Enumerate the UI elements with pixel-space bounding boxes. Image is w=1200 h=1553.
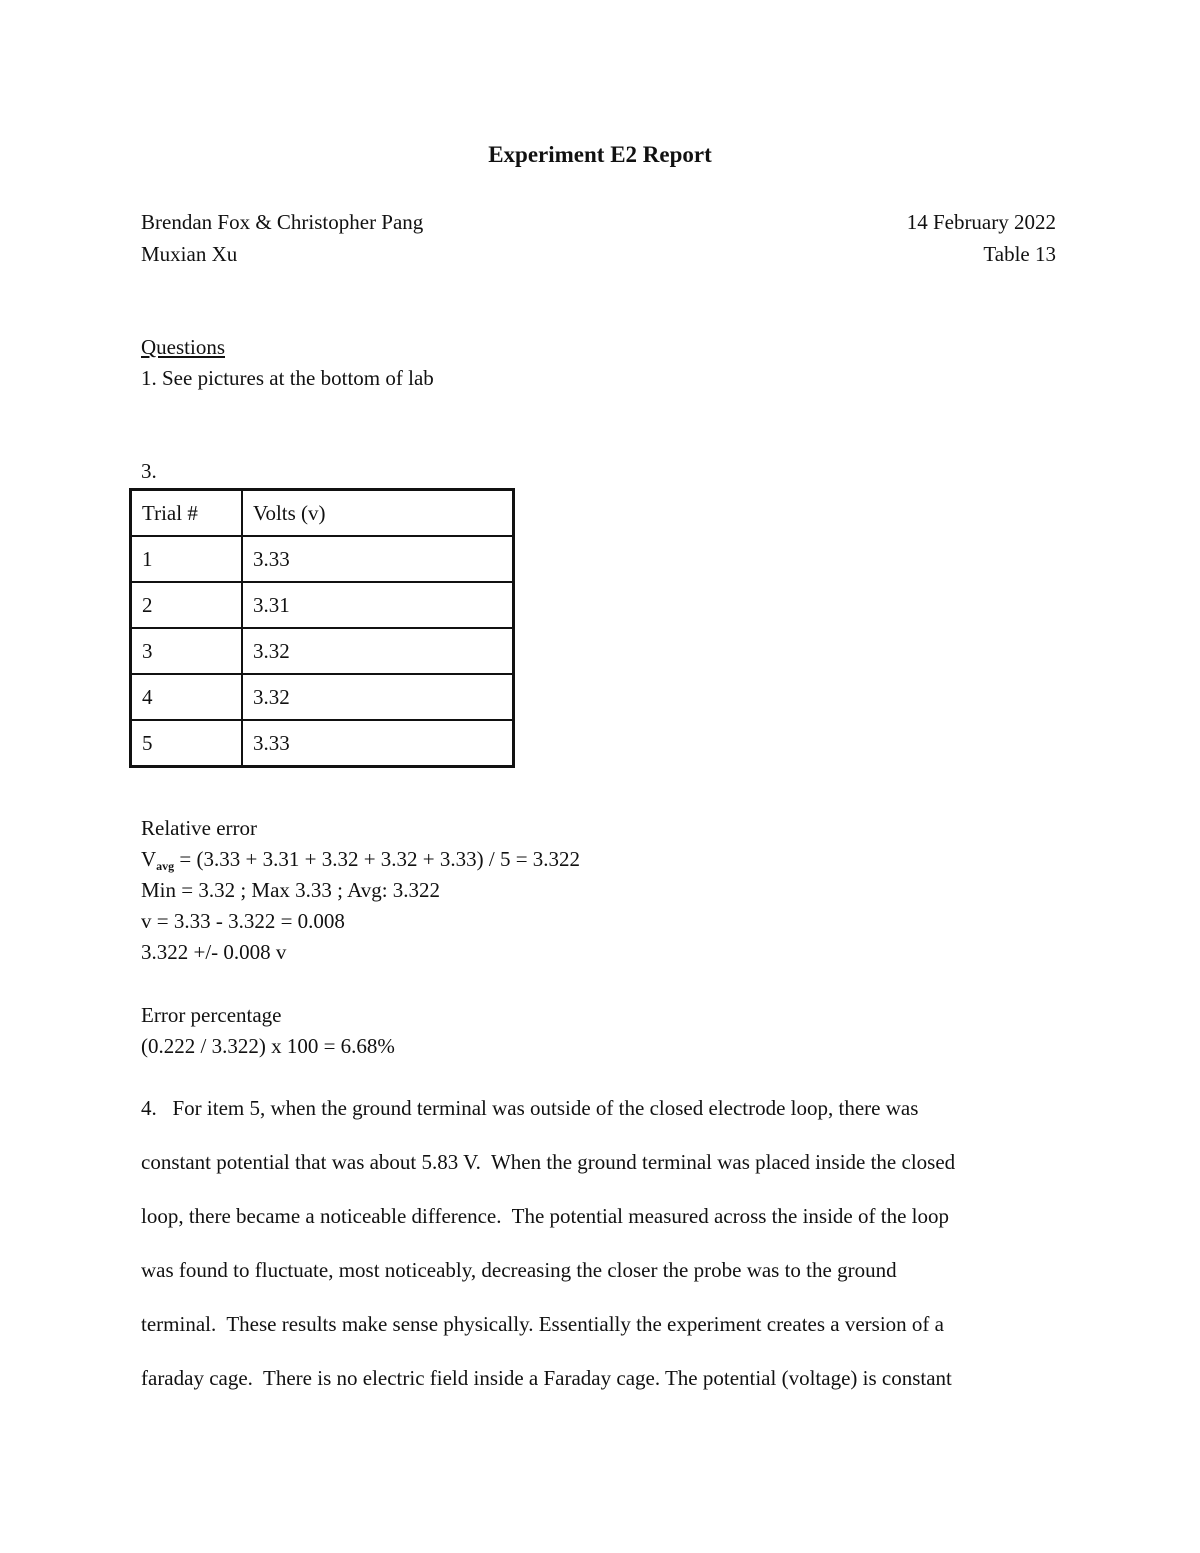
volts-cell: 3.32 (242, 674, 514, 720)
trial-cell: 5 (131, 720, 243, 767)
vavg-equation (141, 845, 580, 880)
error-percentage-heading: Error percentage (141, 1003, 282, 1027)
table-row (131, 582, 514, 628)
volts-cell: 3.33 (242, 536, 514, 582)
question-3-label: 3. (141, 459, 157, 483)
volts-cell: 3.33 (242, 720, 514, 767)
vavg-expression: = (3.33 + 3.31 + 3.32 + 3.32 + 3.33) / 5 = 3.322 (174, 847, 581, 871)
table-row (131, 674, 514, 720)
report-title: Experiment E2 Report (488, 142, 712, 167)
report-date: 14 February 2022 (906, 210, 1056, 234)
trial-cell: 3 (131, 628, 243, 674)
q4-line: terminal. These results make sense physically. Essentially the experiment creates a version of a (141, 1312, 944, 1336)
partner-name: Muxian Xu (141, 242, 238, 266)
relative-error-heading: Relative error (141, 816, 258, 840)
vavg-subscript: avg (156, 859, 175, 873)
delta-line: v = 3.33 - 3.322 = 0.008 (141, 909, 345, 933)
table-row (131, 720, 514, 767)
table-row (131, 628, 514, 674)
q4-line: loop, there became a noticeable difference. The potential measured across the inside of the loop (141, 1204, 949, 1228)
trial-cell: 1 (131, 536, 243, 582)
result-line: 3.322 +/- 0.008 v (141, 940, 287, 964)
q4-line: was found to fluctuate, most noticeably, decreasing the closer the probe was to the ground (141, 1258, 897, 1282)
min-max-line: Min = 3.32 ; Max 3.33 ; Avg: 3.322 (141, 878, 441, 902)
trial-cell: 4 (131, 674, 243, 720)
voltage-table (129, 488, 515, 768)
questions-heading: Questions (141, 335, 225, 359)
volts-cell: 3.31 (242, 582, 514, 628)
trial-cell: 2 (131, 582, 243, 628)
question-1: 1. See pictures at the bottom of lab (141, 366, 434, 390)
volts-cell: 3.32 (242, 628, 514, 674)
error-percentage-expression: (0.222 / 3.322) x 100 = 6.68% (141, 1034, 395, 1058)
q4-line: constant potential that was about 5.83 V. When the ground terminal was placed inside the closed (141, 1150, 956, 1174)
lab-table-number: Table 13 (983, 242, 1056, 266)
q4-line: 4. For item 5, when the ground terminal was outside of the closed electrode loop, there was (141, 1096, 919, 1120)
q4-line: faraday cage. There is no electric field inside a Faraday cage. The potential (voltage) is constant (141, 1366, 952, 1390)
table-header-cell: Trial # (131, 490, 243, 537)
table-header-row (131, 490, 514, 537)
vavg-symbol: V (141, 847, 157, 871)
authors: Brendan Fox & Christopher Pang (141, 210, 424, 234)
table-row (131, 536, 514, 582)
table-header-cell: Volts (v) (242, 490, 514, 537)
